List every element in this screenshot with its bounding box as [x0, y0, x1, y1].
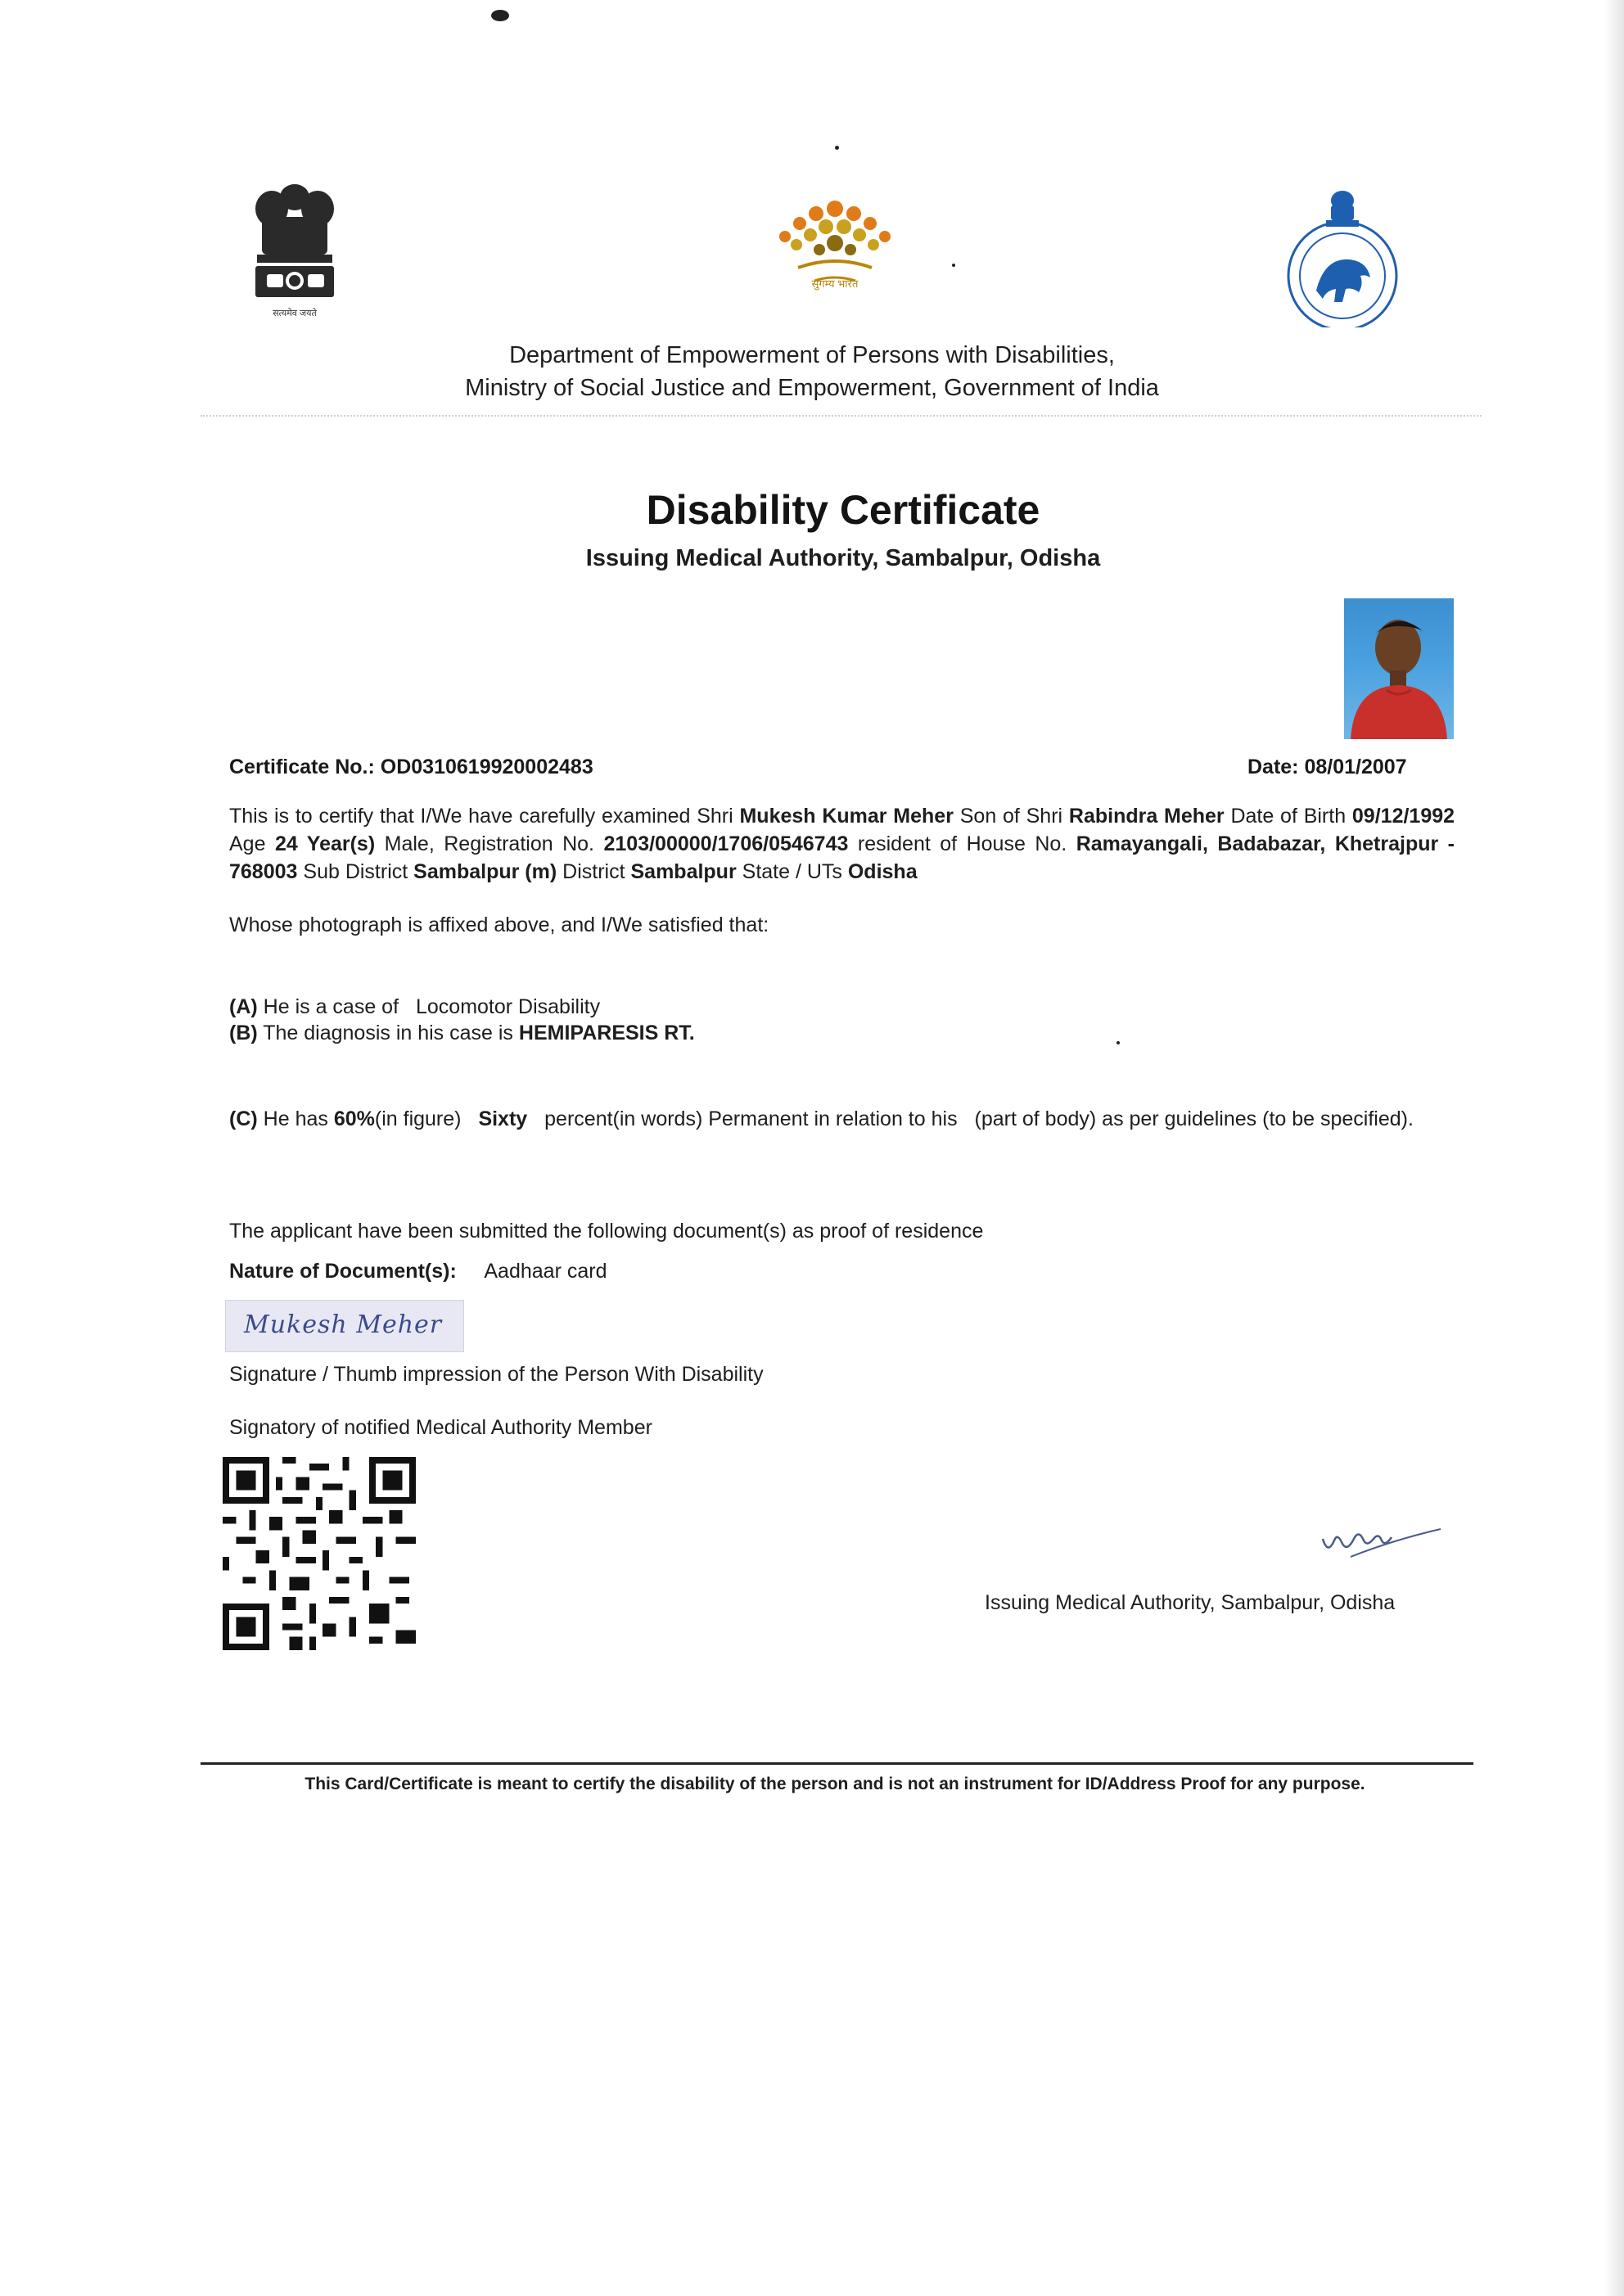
footer-note-text: This Card/Certificate is meant to certify the disability of the person and is not an instrument for ID/Address Proof for any purpose.: [304, 1775, 1365, 1793]
header-divider: [201, 415, 1482, 417]
item-c-marker: (C): [229, 1107, 258, 1130]
state-label: State / UTs: [742, 860, 842, 883]
district-value: Sambalpur: [630, 860, 737, 883]
state-value: Odisha: [847, 860, 918, 883]
signatory-label: Signatory of notified Medical Authority Member: [229, 1416, 652, 1439]
certificate-number-label: Certificate No.:: [229, 756, 375, 778]
nature-of-document: [229, 1257, 1455, 1285]
in-figure-text: (in figure): [374, 1107, 462, 1130]
footer-note: [0, 1772, 1624, 1797]
applicant-name: Mukesh Kumar Meher: [739, 805, 954, 828]
address-value: Ramayangali, Badabazar, Khetrajpur - 768003: [229, 832, 1455, 883]
dob-value: 09/12/1992: [1351, 805, 1455, 828]
item-a: [229, 993, 1455, 1021]
emblem-caption: सत्यमेव जयते: [273, 309, 317, 318]
certificate-date: [1247, 756, 1407, 779]
registration-number: 2103/00000/1706/0546743: [603, 832, 849, 855]
footer-divider: [201, 1762, 1473, 1765]
certificate-title: Disability Certificate: [646, 487, 1040, 533]
nature-value: Aadhaar card: [484, 1260, 607, 1283]
son-of-text: Son of Shri: [959, 805, 1063, 828]
district-label: District: [562, 860, 625, 883]
applicant-signature: Mukesh Meher: [244, 1310, 443, 1339]
part-of-body-text: (part of body) as per guidelines (to be specified).: [974, 1107, 1414, 1130]
applicant-photo: [1344, 598, 1454, 739]
intro-text: This is to certify that I/We have carefully examined Shri: [229, 805, 733, 828]
scan-speck: [952, 264, 955, 267]
resident-text: resident of House No.: [857, 832, 1067, 855]
emblem-caption: सुगम्य भारत: [811, 277, 859, 290]
diagnosis-value: HEMIPARESIS RT.: [518, 1022, 695, 1044]
item-a-marker: (A): [229, 995, 258, 1018]
national-emblem-icon: [237, 176, 352, 323]
age-label: Age: [229, 832, 266, 855]
item-c: [229, 1105, 1455, 1133]
certificate-date-value: 08/01/2007: [1304, 756, 1407, 778]
nature-label: Nature of Document(s):: [229, 1260, 457, 1283]
certificate-subtitle: Issuing Medical Authority, Sambalpur, Odisha: [585, 545, 1101, 571]
age-value: 24 Year(s): [274, 832, 376, 855]
item-b-marker: (B): [229, 1022, 258, 1044]
certificate-date-label: Date:: [1247, 756, 1299, 778]
scan-speck: [835, 146, 839, 150]
residence-statement: The applicant have been submitted the following document(s) as proof of residence: [229, 1220, 984, 1243]
item-c-text: He has: [263, 1107, 328, 1130]
item-b-text: The diagnosis in his case is: [263, 1022, 513, 1044]
gender-registration-text: Male, Registration No.: [384, 832, 595, 855]
issuing-authority: Issuing Medical Authority, Sambalpur, Odisha: [985, 1591, 1396, 1614]
disability-type: Locomotor Disability: [415, 995, 601, 1018]
applicant-signature-box: [225, 1300, 464, 1352]
certification-paragraph: [229, 802, 1455, 886]
father-name: Rabindra Meher: [1068, 805, 1225, 828]
scan-speck: [491, 10, 509, 21]
odisha-state-seal-icon: [1277, 184, 1408, 327]
in-words-text: percent(in words) Permanent in relation to his: [544, 1107, 958, 1130]
photo-statement: Whose photograph is affixed above, and I/We satisfied that:: [229, 913, 769, 936]
qr-code-icon: [223, 1457, 416, 1650]
department-line: Department of Empowerment of Persons with Disabilities,: [509, 342, 1115, 368]
signature-label: Signature / Thumb impression of the Person With Disability: [229, 1363, 764, 1386]
sub-district-label: Sub District: [303, 860, 408, 883]
certificate-number-value: OD0310619920002483: [380, 756, 593, 778]
sugamya-bharat-logo-icon: [765, 184, 904, 315]
certificate-number: [229, 756, 593, 779]
percent-words: Sixty: [478, 1107, 528, 1130]
percent-figure: 60%: [333, 1107, 375, 1130]
item-a-text: He is a case of: [263, 995, 399, 1018]
ministry-line: Ministry of Social Justice and Empowerment, Government of India: [465, 375, 1159, 401]
item-b: [229, 1019, 1455, 1047]
sub-district-value: Sambalpur (m): [413, 860, 557, 883]
authority-signature-icon: [1318, 1498, 1449, 1563]
dob-label: Date of Birth: [1230, 805, 1347, 828]
